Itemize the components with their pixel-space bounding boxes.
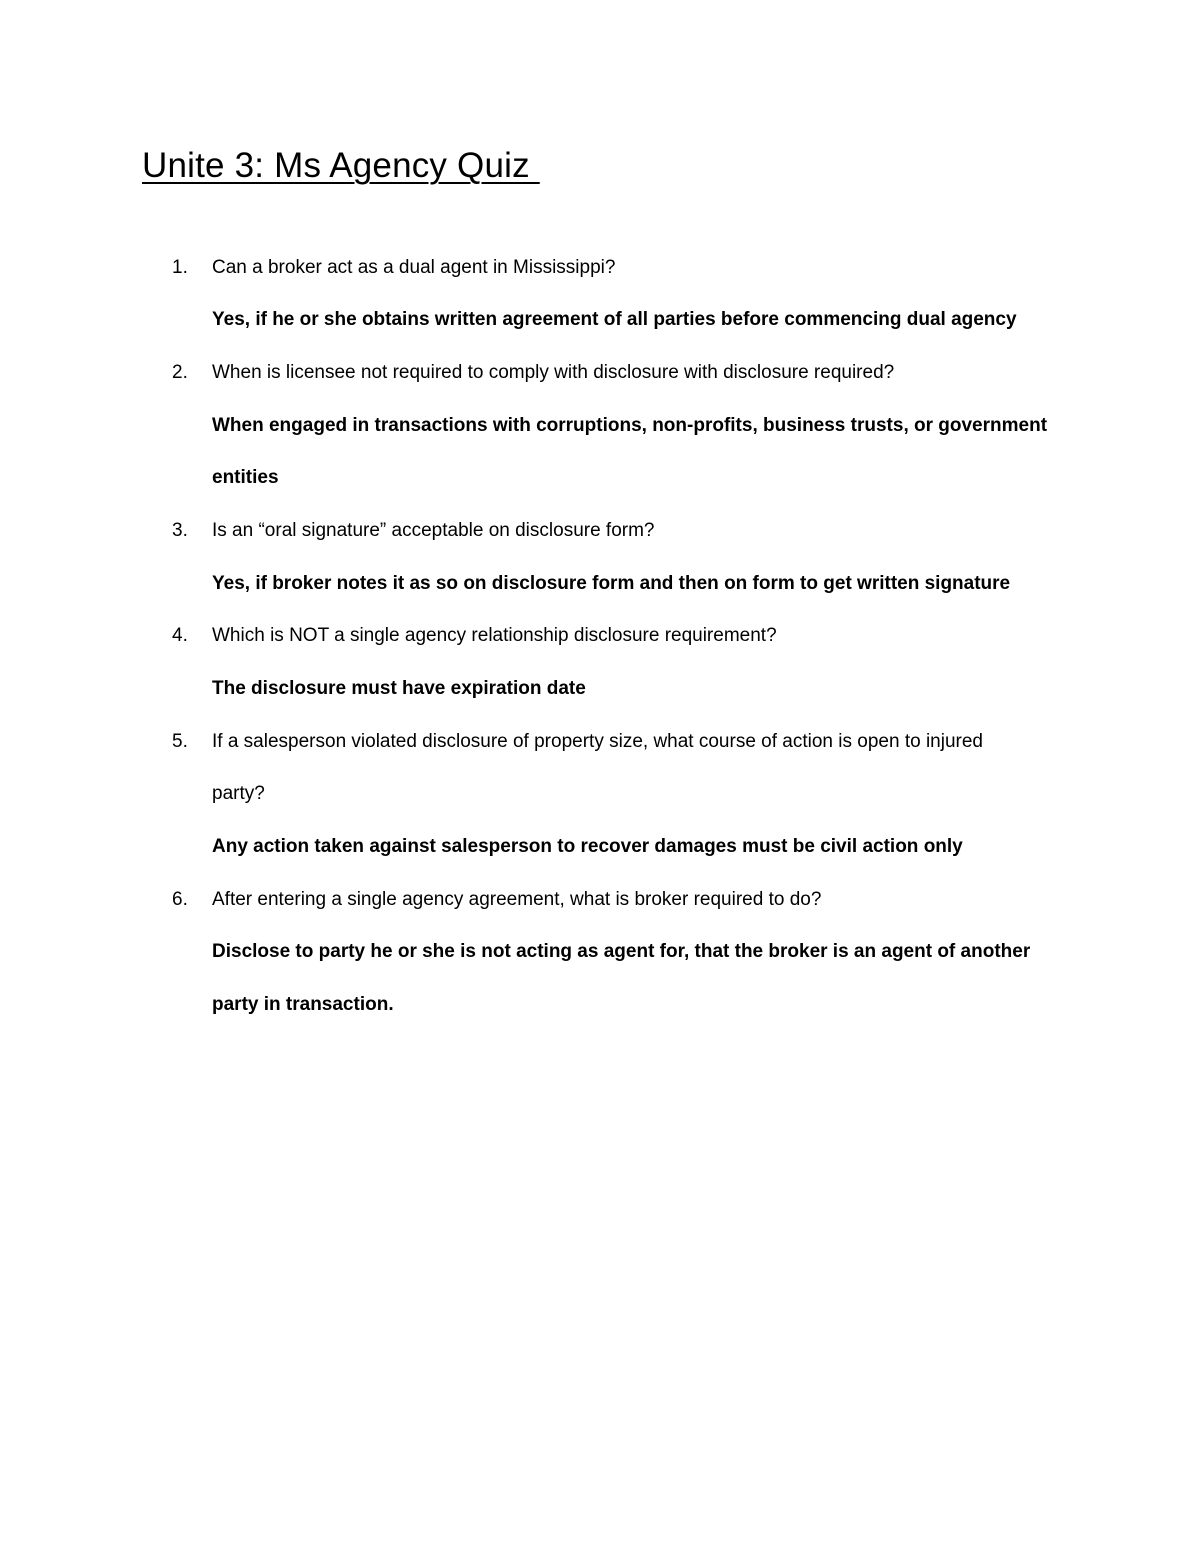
page-title: Unite 3: Ms Agency Quiz (142, 146, 540, 185)
question-number: 4. (172, 625, 188, 646)
answer-text: The disclosure must have expiration date (212, 678, 586, 699)
question-number: 1. (172, 257, 188, 278)
answer-text: Yes, if broker notes it as so on disclosure form and then on form to get written signature (212, 573, 1011, 594)
answer-text: When engaged in transactions with corruptions, non-profits, business trusts, or government (212, 415, 1048, 436)
question-number: 5. (172, 731, 188, 752)
question-text: When is licensee not required to comply with disclosure with disclosure required? (212, 362, 895, 383)
question-number: 3. (172, 520, 188, 541)
question-number: 6. (172, 889, 188, 910)
question-text: Which is NOT a single agency relationship disclosure requirement? (212, 625, 777, 646)
question-number: 2. (172, 362, 188, 383)
answer-text: Yes, if he or she obtains written agreement of all parties before commencing dual agency (212, 309, 1017, 330)
question-text-continued: party? (212, 783, 265, 804)
question-text: If a salesperson violated disclosure of property size, what course of action is open to injured (212, 731, 983, 752)
question-text: Is an “oral signature” acceptable on disclosure form? (212, 520, 655, 541)
answer-text-continued: party in transaction. (212, 994, 394, 1015)
question-text: After entering a single agency agreement, what is broker required to do? (212, 889, 822, 910)
answer-text-continued: entities (212, 467, 279, 488)
answer-text: Disclose to party he or she is not acting as agent for, that the broker is an agent of another (212, 941, 1031, 962)
answer-text: Any action taken against salesperson to recover damages must be civil action only (212, 836, 963, 857)
question-text: Can a broker act as a dual agent in Mississippi? (212, 257, 616, 278)
